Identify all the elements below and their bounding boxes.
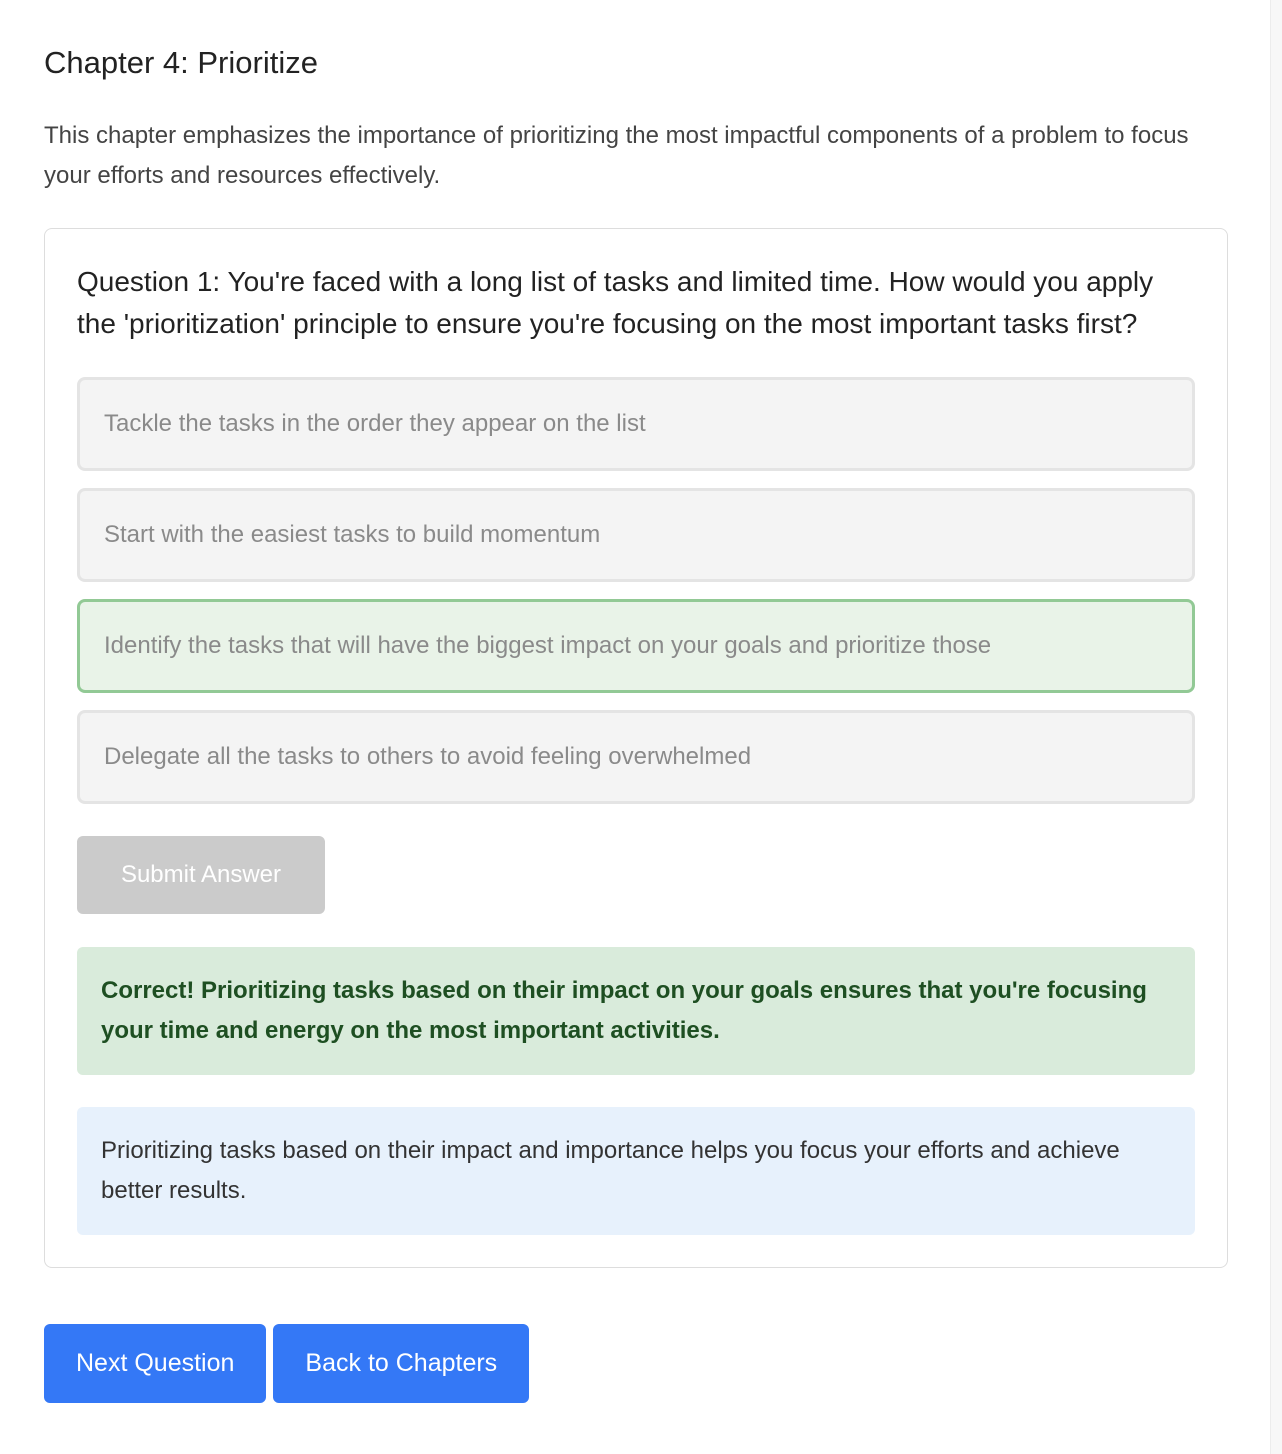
explanation-box: Prioritizing tasks based on their impact and importance helps you focus your efforts and achieve better results.	[77, 1107, 1195, 1235]
navigation-buttons	[44, 1324, 1238, 1403]
answer-option-4[interactable]: Delegate all the tasks to others to avoid feeling overwhelmed	[77, 710, 1195, 804]
question-text: Question 1: You're faced with a long list of tasks and limited time. How would you apply the 'prioritization' principle to ensure you're focusing on the most important tasks first?	[77, 266, 1154, 339]
back-to-chapters-button[interactable]: Back to Chapters	[273, 1324, 529, 1403]
next-question-button[interactable]: Next Question	[44, 1324, 266, 1403]
chapter-description: This chapter emphasizes the importance of prioritizing the most impactful components of a problem to focus your efforts and resources effectively.	[44, 122, 1189, 189]
correct-feedback-message: Correct! Prioritizing tasks based on their impact on your goals ensures that you're focusing your time and energy on the most important activities.	[77, 947, 1195, 1075]
submit-answer-button[interactable]: Submit Answer	[77, 836, 325, 914]
answer-option-2[interactable]: Start with the easiest tasks to build momentum	[77, 488, 1195, 582]
question-card	[44, 228, 1228, 1268]
chapter-title: Chapter 4: Prioritize	[44, 45, 318, 80]
answer-option-3-correct[interactable]: Identify the tasks that will have the biggest impact on your goals and prioritize those	[77, 599, 1195, 693]
scrollbar-track[interactable]	[1270, 0, 1282, 1454]
answer-option-1[interactable]: Tackle the tasks in the order they appear on the list	[77, 377, 1195, 471]
